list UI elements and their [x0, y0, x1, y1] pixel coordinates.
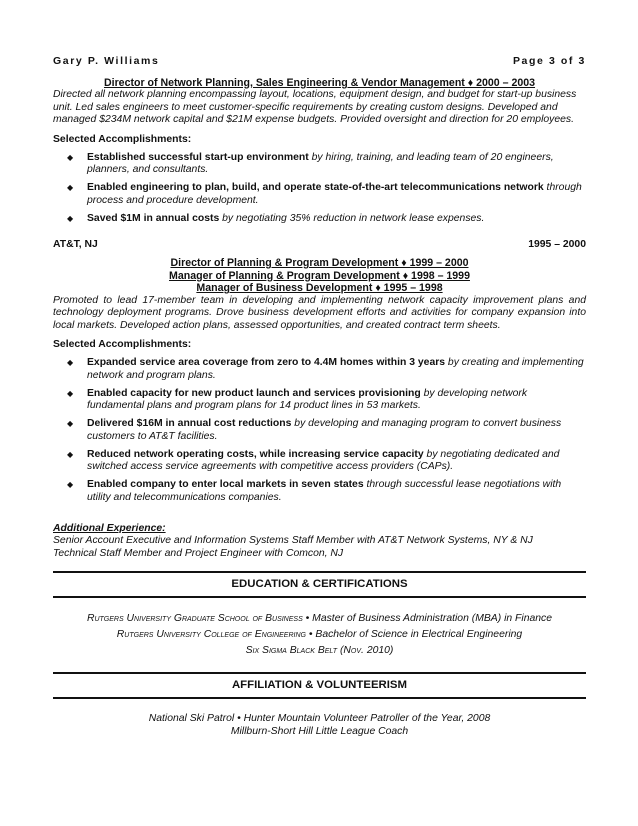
accomplishment-detail: by negotiating dedicated and switched access service agreements with competitive access providers (CAPs).	[87, 448, 560, 473]
role1-title: Director of Network Planning, Sales Engineering & Vendor Management ♦ 2000 – 2003	[103, 76, 536, 89]
role1-accomplishments-label: Selected Accomplishments:	[53, 133, 192, 145]
accomplishment-highlight: Established successful start-up environment	[87, 151, 309, 163]
list-item	[67, 448, 586, 474]
accomplishment-detail: through process and procedure development.	[87, 182, 582, 206]
bullet-icon: ◆	[67, 449, 74, 459]
list-item	[67, 212, 586, 226]
accomplishment-highlight: Saved $1M in annual costs	[87, 212, 220, 224]
bullet-icon: ◆	[67, 183, 74, 193]
resume-page	[53, 55, 586, 738]
separator: •	[305, 629, 316, 641]
role2-title-2: Manager of Planning & Program Development ♦ 1998 – 1999	[169, 269, 470, 282]
accomplishment-highlight: Enabled company to enter local markets in seven states	[87, 479, 364, 491]
affiliation-heading: AFFILIATION & VOLUNTEERISM	[53, 672, 586, 699]
accomplishment-highlight: Reduced network operating costs, while increasing service capacity	[87, 448, 424, 460]
role1-summary: Directed all network planning encompassing layout, locations, equipment design, and budget for start-up business unit. Led sales engineers to meet customer-specific requirements by creating custom designs. Developed and managed $234M network capital and $21M expense budgets. Provided oversight and direction for 20 employees.	[53, 89, 577, 126]
accomplishment-detail: by developing and managing program to convert business customers to AT&T facilities.	[87, 418, 562, 442]
role2-accomplishments-label: Selected Accomplishments:	[53, 339, 192, 351]
education-block	[53, 611, 586, 659]
degree-name: Master of Business Administration (MBA) in Finance	[312, 613, 553, 625]
education-line	[53, 611, 586, 627]
accomplishment-highlight: Enabled engineering to plan, build, and operate state-of-the-art telecommunications network	[87, 182, 544, 194]
list-item	[67, 357, 586, 382]
certification-line	[53, 643, 586, 659]
bullet-icon: ◆	[67, 480, 74, 490]
role2-title-3: Manager of Business Development ♦ 1995 – 1998	[196, 282, 443, 295]
accomplishment-detail: by negotiating 35% reduction in network lease expenses.	[219, 212, 485, 224]
separator: •	[302, 613, 313, 625]
employer-dates: 1995 – 2000	[528, 239, 586, 251]
list-item	[67, 151, 586, 177]
education-line	[53, 627, 586, 643]
employer-line	[53, 239, 586, 252]
employer-name: AT&T, NJ	[53, 239, 98, 251]
accomplishment-detail: by creating and implementing network and program plans.	[87, 357, 584, 381]
accomplishment-highlight: Delivered $16M in annual cost reductions	[87, 418, 292, 430]
certification-name: Six Sigma Black Belt	[245, 645, 338, 657]
certification-date: (Nov. 2010)	[337, 645, 394, 657]
accomplishment-detail: through successful lease negotiations with utility and telecommunications companies.	[87, 479, 562, 503]
role2-accomplishments	[53, 357, 586, 505]
page-number: Page 3 of 3	[512, 55, 586, 67]
bullet-icon: ◆	[67, 152, 74, 162]
list-item	[67, 479, 586, 504]
additional-experience-line: Technical Staff Member and Project Engineer with Comcon, NJ	[53, 547, 344, 559]
affiliation-line: National Ski Patrol • Hunter Mountain Volunteer Patroller of the Year, 2008	[148, 713, 491, 725]
affiliation-line: Millburn-Short Hill Little League Coach	[230, 726, 409, 738]
accomplishment-detail: by hiring, training, and leading team of 20 engineers, planners, and consultants.	[87, 151, 554, 176]
list-item	[67, 182, 586, 207]
role1-accomplishments	[53, 152, 586, 226]
accomplishment-highlight: Expanded service area coverage from zero to 4.4M homes within 3 years	[87, 357, 446, 369]
accomplishment-highlight: Enabled capacity for new product launch and services provisioning	[87, 387, 421, 399]
list-item	[67, 387, 586, 413]
school-name: Rutgers University Graduate School of Business	[86, 613, 303, 625]
additional-experience-line: Senior Account Executive and Information Systems Staff Member with AT&T Network Systems, NY & NJ	[53, 535, 533, 547]
additional-experience-label: Additional Experience:	[53, 522, 166, 534]
bullet-icon: ◆	[67, 213, 74, 223]
school-name: Rutgers University College of Engineering	[116, 629, 306, 641]
role2-title-1: Director of Planning & Program Development ♦ 1999 – 2000	[170, 256, 469, 269]
bullet-icon: ◆	[67, 388, 74, 398]
running-header	[53, 55, 586, 68]
affiliation-block	[53, 712, 586, 738]
bullet-icon: ◆	[67, 419, 74, 429]
degree-name: Bachelor of Science in Electrical Engineering	[315, 629, 523, 641]
bullet-icon: ◆	[67, 358, 74, 368]
role2-summary: Promoted to lead 17-member team in developing and implementing network capacity improvement plans and technology deployment programs. Drove business development efforts and activities for company expansion into local markets. Developed action plans, assessed opportunities, and created contract term sheets.	[53, 294, 586, 331]
accomplishment-detail: by developing network fundamental plans and program plans for 14 product lines in 53 markets.	[87, 387, 528, 412]
list-item	[67, 418, 586, 443]
education-heading: EDUCATION & CERTIFICATIONS	[53, 571, 586, 598]
candidate-name: Gary P. Williams	[53, 55, 160, 67]
